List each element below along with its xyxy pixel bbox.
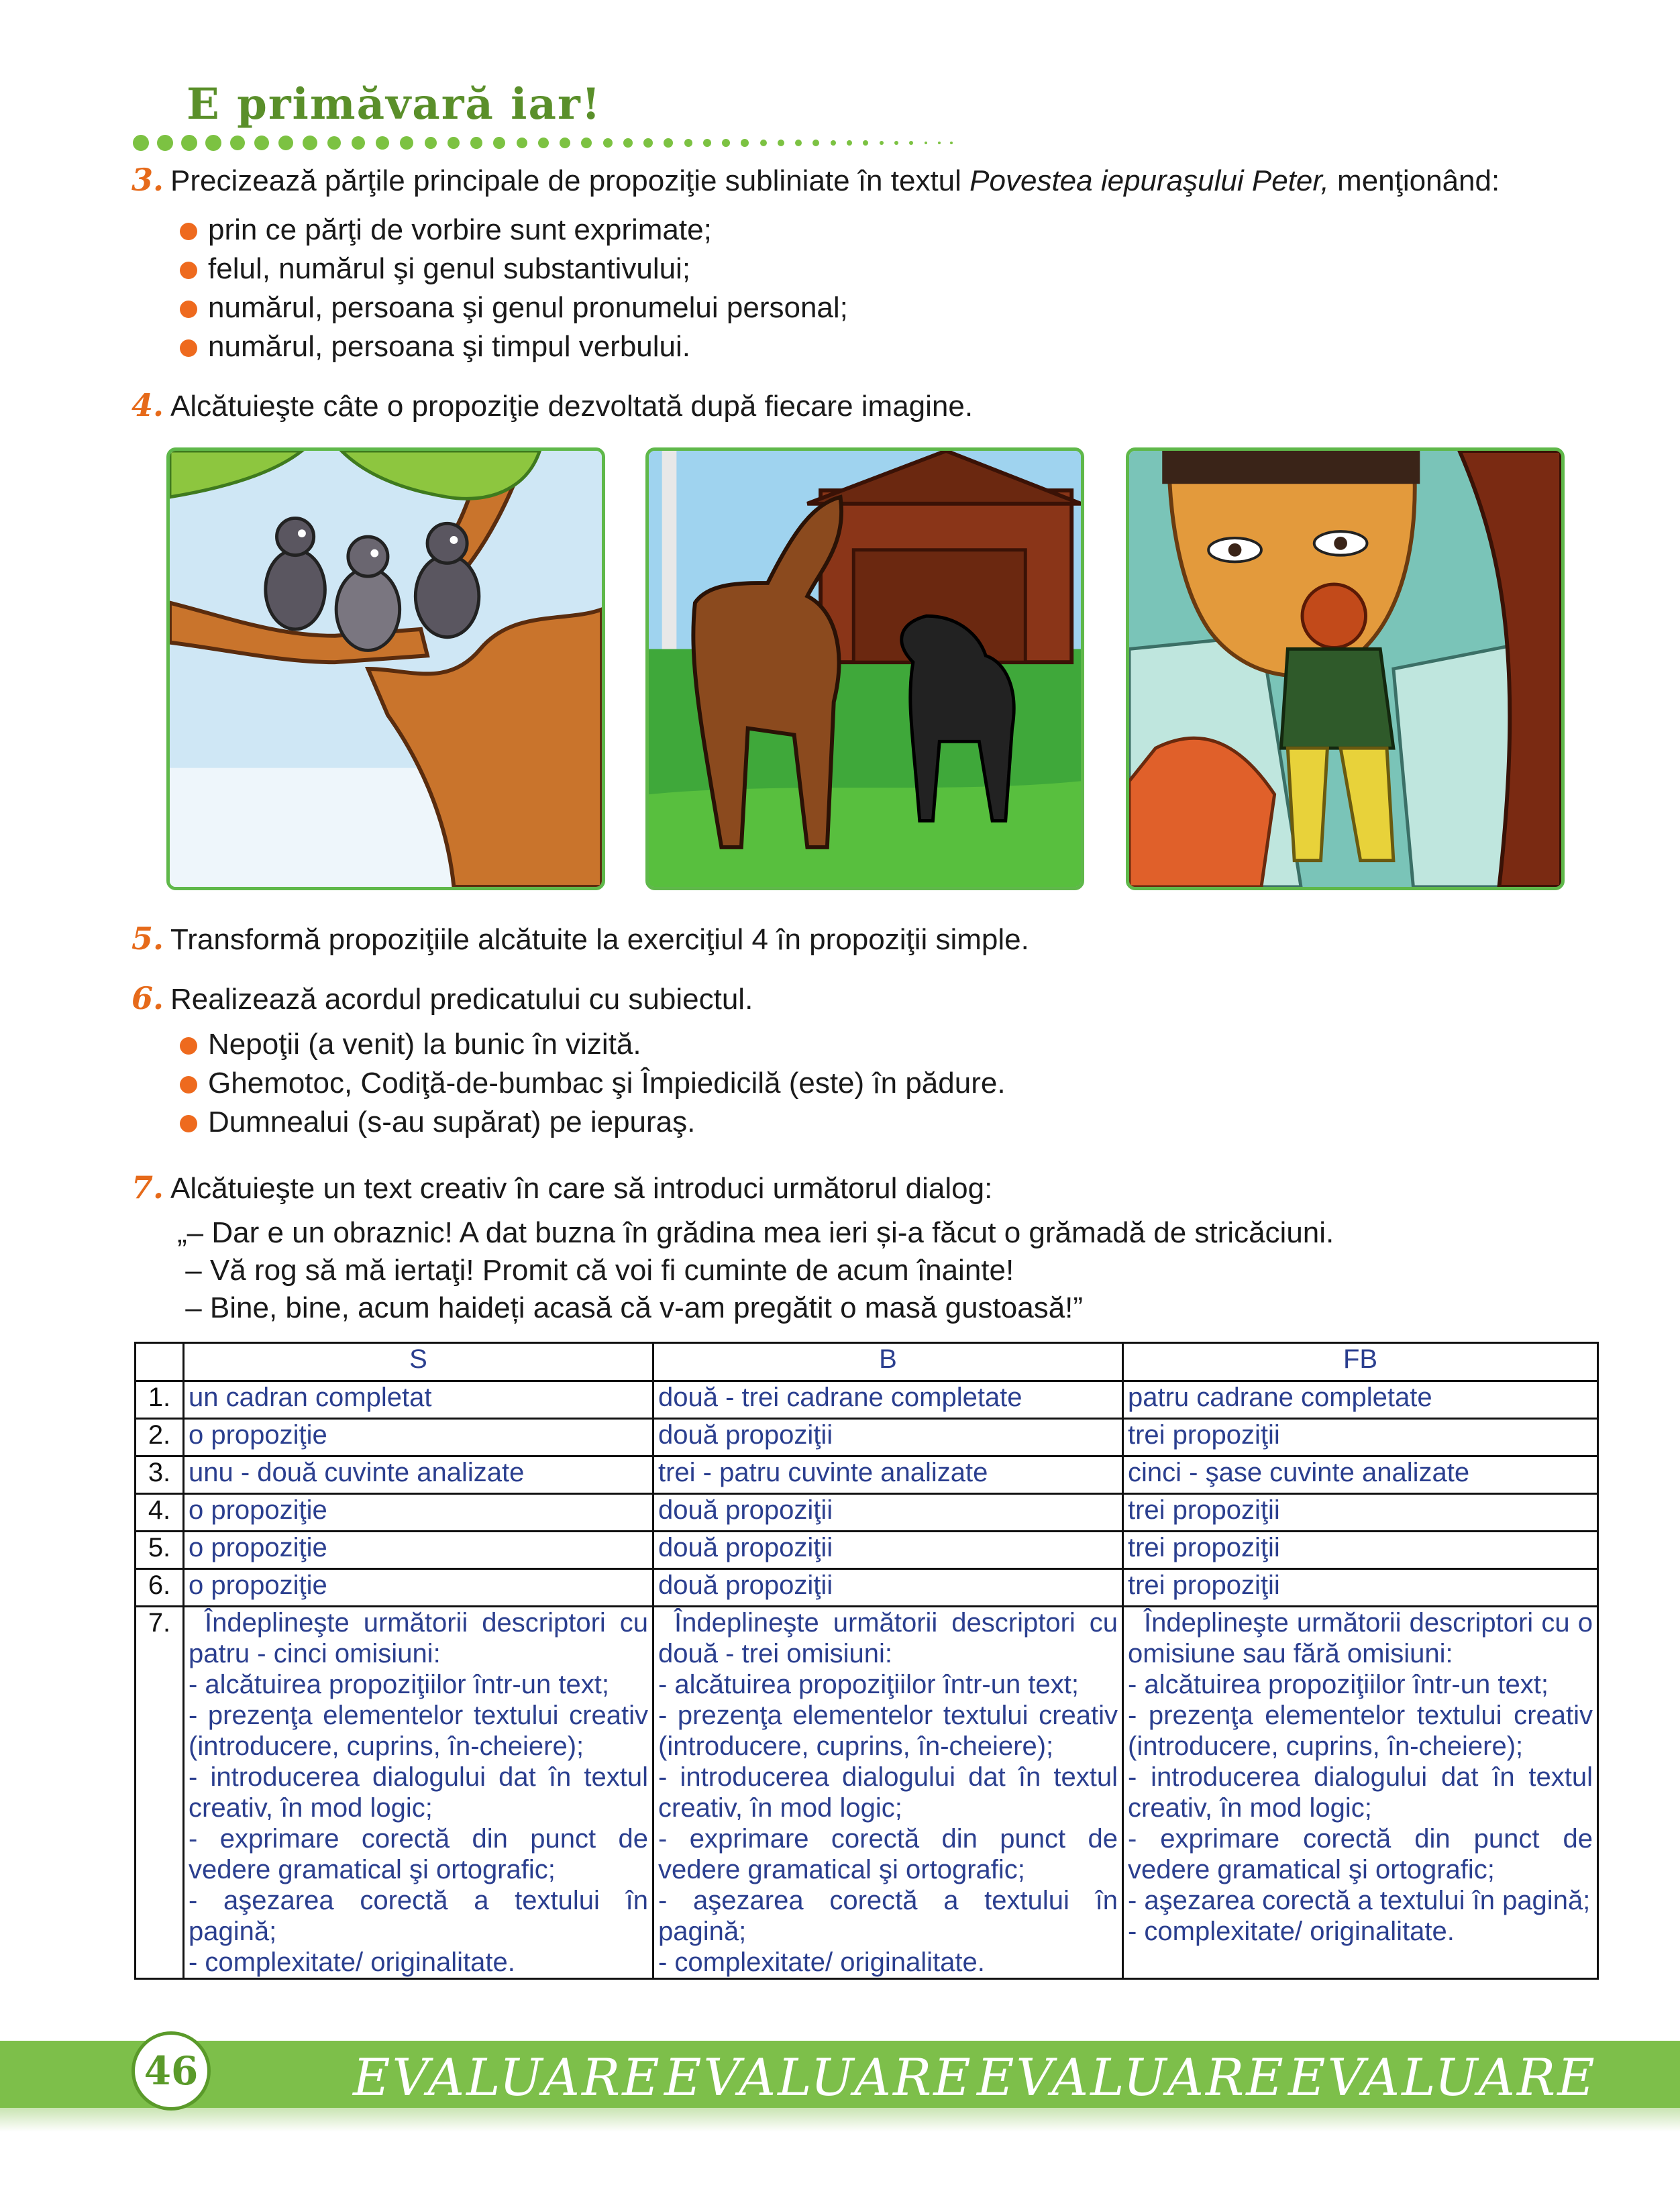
table-row: 4. o propoziţie două propoziţii trei propoziţii [136, 1494, 1598, 1532]
dialog-quote [177, 1214, 1334, 1327]
exercise-7-prompt: 7. Alcătuieşte un text creativ în care să introduci următorul dialog: [132, 1169, 993, 1206]
footer-label: EVALUARE [664, 2047, 973, 2107]
descriptor-cell-fb: Îndeplineşte următorii descriptori cu o omisiune sau fără omisiuni: - alcătuirea propoziţiilor într-un text; - prezenţa elementelor textului creativ (introducere, cuprins, în-cheiere); - introducerea dialogului dat în textul creativ, în mod logic; - exprimare corectă din punct de vedere gramatical şi ortografic; - aşezarea corectă a textului în pagină; - complexitate/ originalitate. [1123, 1607, 1598, 1979]
exercise-number: 3. [132, 162, 164, 198]
column-header: FB [1123, 1343, 1598, 1381]
page-title: E primăvară iar! [187, 79, 602, 129]
illustration-horses-by-barn [645, 447, 1084, 890]
column-header: S [184, 1343, 653, 1381]
list-item: Ghemotoc, Codiţă-de-bumbac şi Împiedicilă (este) în pădure. [180, 1064, 1006, 1103]
illustration-birds-on-branch [166, 447, 605, 890]
footer-fade [0, 2108, 1680, 2132]
illustration-man-and-boy [1126, 447, 1565, 890]
table-row: 7. Îndeplineşte următorii descriptori cu patru - cinci omisiuni: - alcătuirea propoziţiilor într-un text; - prezenţa elementelor textului creativ (introducere, cuprins, în-cheiere); - introducerea dialogului dat în textul creativ, în mod logic; - exprimare corectă din punct de vedere gramatical şi ortografic; - aşezarea corectă a textului în pagină; - complexitate/ originalitate. Îndeplineşte următorii descriptori cu două - trei omisiuni: - alcătuirea propoziţiilor într-un text; - prezenţa elementelor textului creativ (introducere, cuprins, în-cheiere); - introducerea dialogului dat în textul creativ, în mod logic; - exprimare corectă din punct de vedere gramatical şi ortografic; - aşezarea corectă a textului în pagină; - complexitate/ originalitate. Îndeplineşte următorii descriptori cu o omisiune sau fără omisiuni: - alcătuirea propoziţiilor într-un text; - prezenţa elementelor textului creativ (introducere, cuprins, în-cheiere); - introducerea dialogului dat în textul creativ, în mod logic; - exprimare corectă din punct de vedere gramatical şi ortografic; - aşezarea corectă a textului în pagină; - complexitate/ originalitate. [136, 1607, 1598, 1979]
evaluation-rubric-table [134, 1342, 1599, 1980]
descriptor-cell-s: Îndeplineşte următorii descriptori cu patru - cinci omisiuni: - alcătuirea propoziţiilor într-un text; - prezenţa elementelor textului creativ (introducere, cuprins, în-cheiere); - introducerea dialogului dat în textul creativ, în mod logic; - exprimare corectă din punct de vedere gramatical şi ortografic; - aşezarea corectă a textului în pagină; - complexitate/ originalitate. [184, 1607, 653, 1979]
footer-label: EVALUARE [1288, 2047, 1597, 2107]
list-item: Nepoţii (a venit) la bunic în vizită. [180, 1025, 1006, 1064]
column-header: B [653, 1343, 1123, 1381]
descriptor-cell-b: Îndeplineşte următorii descriptori cu două - trei omisiuni: - alcătuirea propoziţiilor într-un text; - prezenţa elementelor textului creativ (introducere, cuprins, în-cheiere); - introducerea dialogului dat în textul creativ, în mod logic; - exprimare corectă din punct de vedere gramatical şi ortografic; - aşezarea corectă a textului în pagină; - complexitate/ originalitate. [653, 1607, 1123, 1979]
footer-label: EVALUARE [353, 2047, 662, 2107]
table-row: 6. o propoziţie două propoziţii trei propoziţii [136, 1569, 1598, 1607]
title-dots-decoration [132, 131, 963, 154]
exercise-4-prompt: 4. Alcătuieşte câte o propoziţie dezvoltată după fiecare imagine. [132, 387, 974, 423]
dialog-line: – Vă rog să mă iertaţi! Promit că voi fi cuminte de acum înainte! [177, 1254, 1014, 1287]
exercise-6-list [180, 1025, 1006, 1142]
list-item: numărul, persoana şi timpul verbului. [180, 327, 848, 366]
table-row: 1. un cadran completat două - trei cadrane completate patru cadrane completate [136, 1381, 1598, 1419]
dialog-line: „– Dar e un obraznic! A dat buzna în grădina mea ieri și-a făcut o grămadă de stricăciuni. [177, 1216, 1334, 1249]
list-item: felul, numărul şi genul substantivului; [180, 250, 848, 288]
page-number: 46 [132, 2031, 211, 2111]
exercise-5-prompt: 5. Transformă propoziţiile alcătuite la exerciţiul 4 în propoziţii simple. [132, 920, 1029, 957]
exercise-3-prompt: 3. Precizează părţile principale de propoziţie subliniate în textul Povestea iepuraşului Peter, menţionând: [132, 162, 1500, 198]
table-row: 2. o propoziţie două propoziţii trei propoziţii [136, 1419, 1598, 1456]
exercise-6-prompt: 6. Realizează acordul predicatului cu subiectul. [132, 980, 753, 1016]
footer-label: EVALUARE [977, 2047, 1285, 2107]
table-header-row [136, 1343, 1598, 1381]
exercise-3-list [180, 211, 848, 366]
table-row: 5. o propoziţie două propoziţii trei propoziţii [136, 1532, 1598, 1569]
list-item: numărul, persoana şi genul pronumelui personal; [180, 288, 848, 327]
dialog-line: – Bine, bine, acum haideți acasă că v-am pregătit o masă gustoasă!” [177, 1291, 1084, 1324]
list-item: prin ce părţi de vorbire sunt exprimate; [180, 211, 848, 250]
list-item: Dumnealui (s-au supărat) pe iepuraş. [180, 1103, 1006, 1142]
table-row: 3. unu - două cuvinte analizate trei - patru cuvinte analizate cinci - şase cuvinte analizate [136, 1456, 1598, 1494]
